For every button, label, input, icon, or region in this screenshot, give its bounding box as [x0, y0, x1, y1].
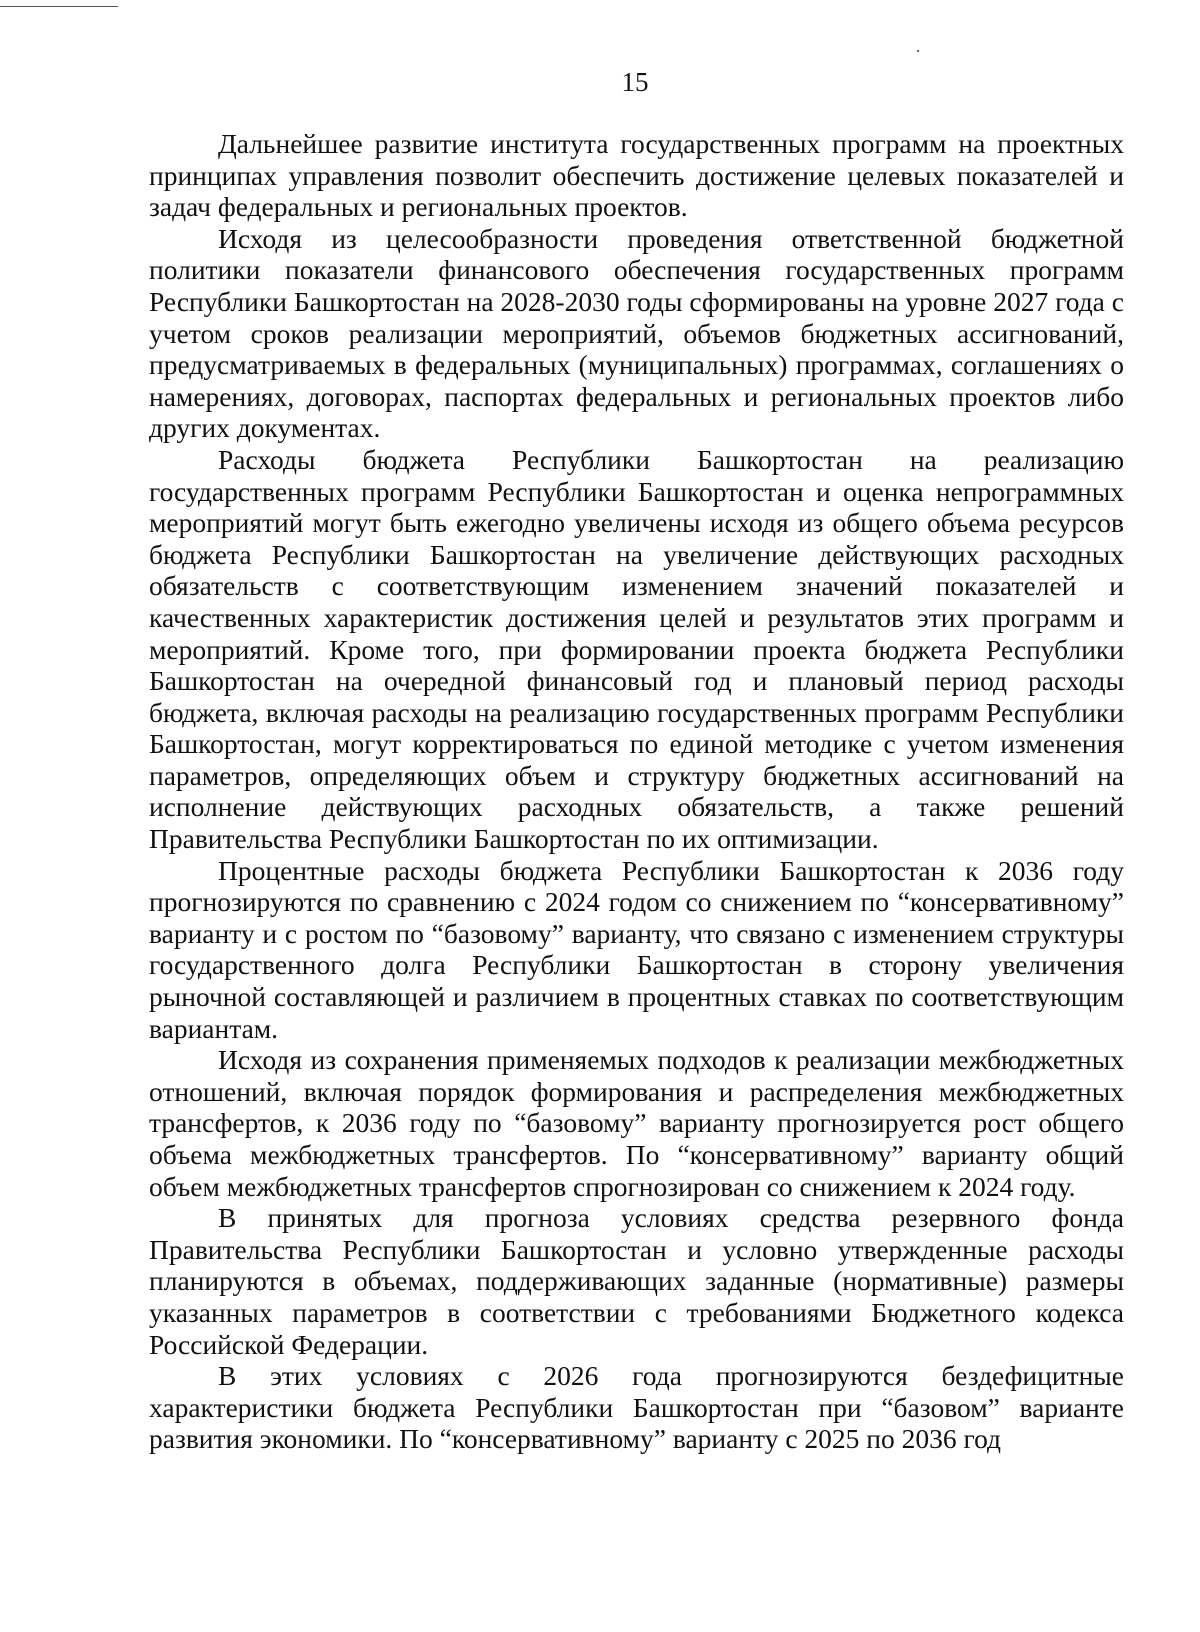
paragraph-interbudget-transfers: Исходя из сохранения применяемых подходов к реализации межбюджетных отношений, включая порядок формирования и распределения межбюджетных трансфертов, к 2036 году по “базовому” варианту прогнозируется рост общего объема межбюджетных трансфертов. По “консервативному” варианту общий объем межбюджетных трансфертов спрогнозирован со снижением к 2024 году. [149, 1044, 1124, 1202]
paragraph-program-development: Дальнейшее развитие института государственных программ на проектных принципах управления позволит обеспечить достижение целевых показателей и задач федеральных и региональных проектов. [149, 128, 1124, 223]
scan-speck [917, 50, 919, 52]
document-body [149, 128, 1124, 1455]
paragraph-reserve-fund: В принятых для прогноза условиях средства резервного фонда Правительства Республики Башкортостан и условно утвержденные расходы планируются в объемах, поддерживающих заданные (нормативные) размеры указанных параметров в соответствии с требованиями Бюджетного кодекса Российской Федерации. [149, 1202, 1124, 1360]
paragraph-interest-expenses: Процентные расходы бюджета Республики Башкортостан к 2036 году прогнозируются по сравнению с 2024 годом со снижением по “консервативному” варианту и с ростом по “базовому” варианту, что связано с изменением структуры государственного долга Республики Башкортостан в сторону увеличения рыночной составляющей и различием в процентных ставках по соответствующим вариантам. [149, 854, 1124, 1044]
paragraph-deficit-free-budget: В этих условиях с 2026 года прогнозируются бездефицитные характеристики бюджета Республики Башкортостан при “базовом” варианте развития экономики. По “консервативному” варианту с 2025 по 2036 год [149, 1360, 1124, 1455]
scan-edge-line [0, 6, 118, 7]
page-number: 15 [621, 67, 649, 97]
paragraph-financial-support: Исходя из целесообразности проведения ответственной бюджетной политики показатели финансового обеспечения государственных программ Республики Башкортостан на 2028-2030 годы сформированы на уровне 2027 года с учетом сроков реализации мероприятий, объемов бюджетных ассигнований, предусматриваемых в федеральных (муниципальных) программах, соглашениях о намерениях, договорах, паспортах федеральных и региональных проектов либо других документах. [149, 222, 1124, 444]
paragraph-budget-expenses: Расходы бюджета Республики Башкортостан на реализацию государственных программ Республики Башкортостан и оценка непрограммных мероприятий могут быть ежегодно увеличены исходя из общего объема ресурсов бюджета Республики Башкортостан на увеличение действующих расходных обязательств с соответствующим изменением значений показателей и качественных характеристик достижения целей и результатов этих программ и мероприятий. Кроме того, при формировании проекта бюджета Республики Башкортостан на очередной финансовый год и плановый период расходы бюджета, включая расходы на реализацию государственных программ Республики Башкортостан, могут корректироваться по единой методике с учетом изменения параметров, определяющих объем и структуру бюджетных ассигнований на исполнение действующих расходных обязательств, а также решений Правительства Республики Башкортостан по их оптимизации. [149, 443, 1124, 855]
